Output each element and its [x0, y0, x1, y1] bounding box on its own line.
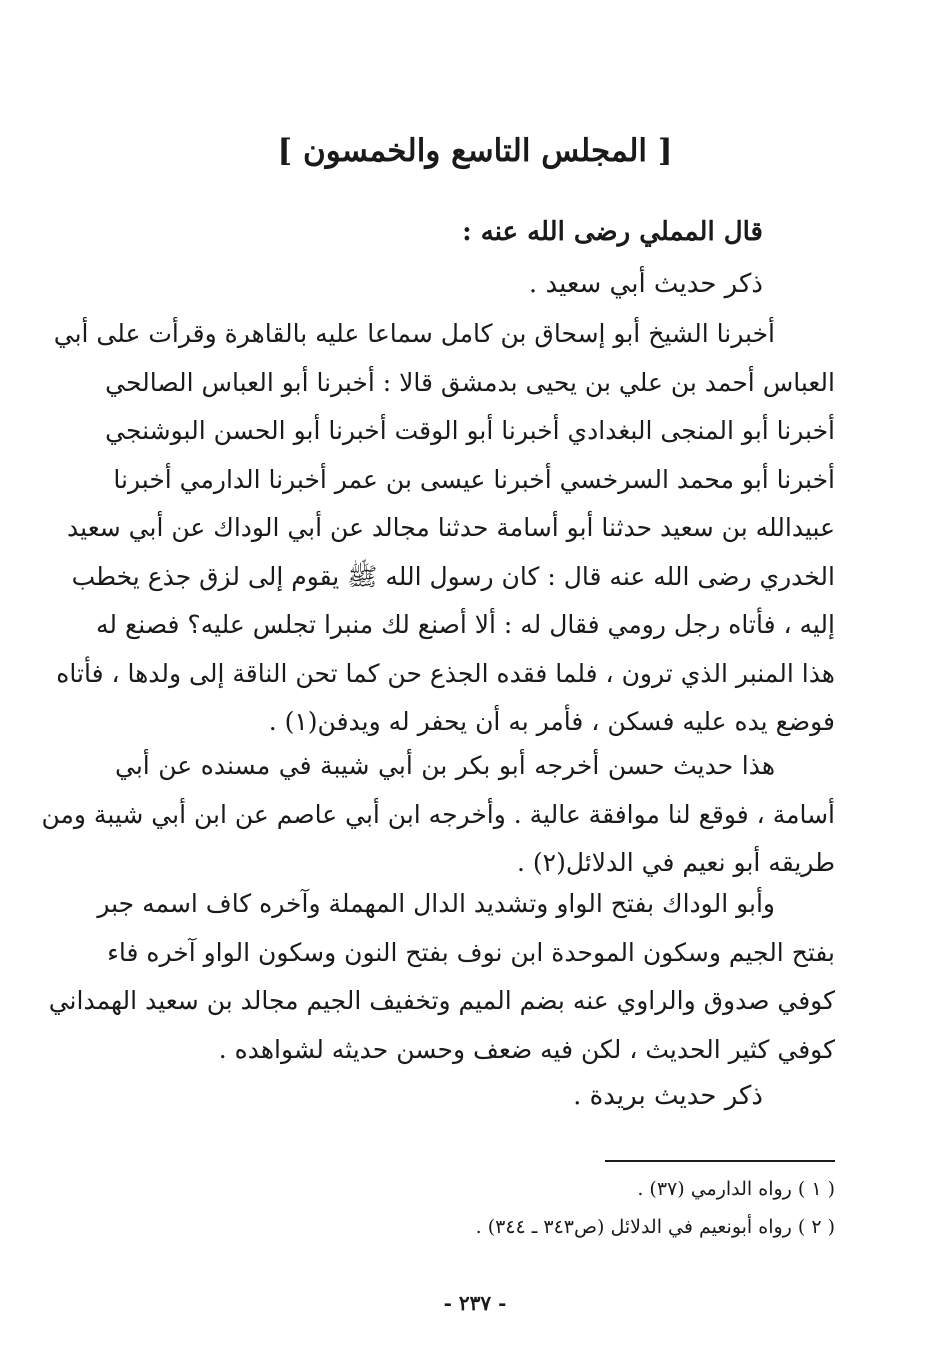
footnote-2: ( ٢ ) رواه أبونعيم في الدلائل (ص٣٤٣ ـ ٣٤٤) .	[475, 1216, 835, 1238]
text-line: أسامة ، فوقع لنا موافقة عالية . وأخرجه ابن أبي عاصم عن ابن أبي شيبة ومن	[41, 799, 835, 829]
paragraph-narrators	[48, 880, 835, 1074]
paragraph-grading	[41, 742, 835, 888]
text-line: بفتح الجيم وسكون الموحدة ابن نوف بفتح النون وسكون الواو آخره فاء	[107, 937, 835, 967]
text-line: فوضع يده عليه فسكن ، فأمر به أن يحفر له ويدفن(١) .	[268, 707, 835, 736]
text-line: أخبرنا أبو المنجى البغدادي أخبرنا أبو الوقت أخبرنا أبو الحسن البوشنجي	[105, 416, 835, 445]
text-line: العباس أحمد بن علي بن يحيى بدمشق قالا : أخبرنا أبو العباس الصالحي	[105, 367, 835, 397]
text-line: أخبرنا أبو محمد السرخسي أخبرنا عيسى بن عمر أخبرنا الدارمي أخبرنا	[113, 464, 835, 494]
closing-line: ذكر حديث بريدة .	[573, 1081, 763, 1111]
text-line: أخبرنا الشيخ أبو إسحاق بن كامل سماعا عليه بالقاهرة وقرأت على أبي	[53, 319, 775, 348]
text-line: وأبو الوداك بفتح الواو وتشديد الدال المهملة وآخره كاف اسمه جبر	[97, 889, 775, 918]
text-line: طريقه أبو نعيم في الدلائل(٢) .	[517, 848, 835, 877]
speaker-line: قال المملي رضى الله عنه :	[462, 217, 763, 247]
text-line: هذا حديث حسن أخرجه أبو بكر بن أبي شيبة في مسنده عن أبي	[115, 751, 775, 780]
section-heading: [ المجلس التاسع والخمسون ]	[277, 133, 673, 169]
mention-line: ذكر حديث أبي سعيد .	[528, 269, 763, 299]
footnote-separator	[605, 1160, 835, 1162]
page-number: - ٢٣٧ -	[443, 1291, 507, 1315]
text-line: كوفي صدوق والراوي عنه بضم الميم وتخفيف الجيم مجالد بن سعيد الهمداني	[48, 986, 835, 1015]
footnote-1: ( ١ ) رواه الدارمي (٣٧) .	[637, 1178, 835, 1200]
text-line: الخدري رضى الله عنه قال : كان رسول الله ﷺ يقوم إلى لزق جذع يخطب	[71, 561, 835, 591]
text-line: هذا المنبر الذي ترون ، فلما فقده الجذع حن كما تحن الناقة إلى ولدها ، فأتاه	[56, 658, 835, 688]
text-line: عبيدالله بن سعيد حدثنا أبو أسامة حدثنا مجالد عن أبي الوداك عن أبي سعيد	[67, 513, 835, 542]
text-line: إليه ، فأتاه رجل رومي فقال له : ألا أصنع لك منبرا تجلس عليه؟ فصنع له	[96, 610, 835, 639]
text-line: كوفي كثير الحديث ، لكن فيه ضعف وحسن حديثه لشواهده .	[218, 1034, 835, 1064]
book-page	[41, 0, 835, 1364]
paragraph-isnad	[53, 310, 835, 747]
